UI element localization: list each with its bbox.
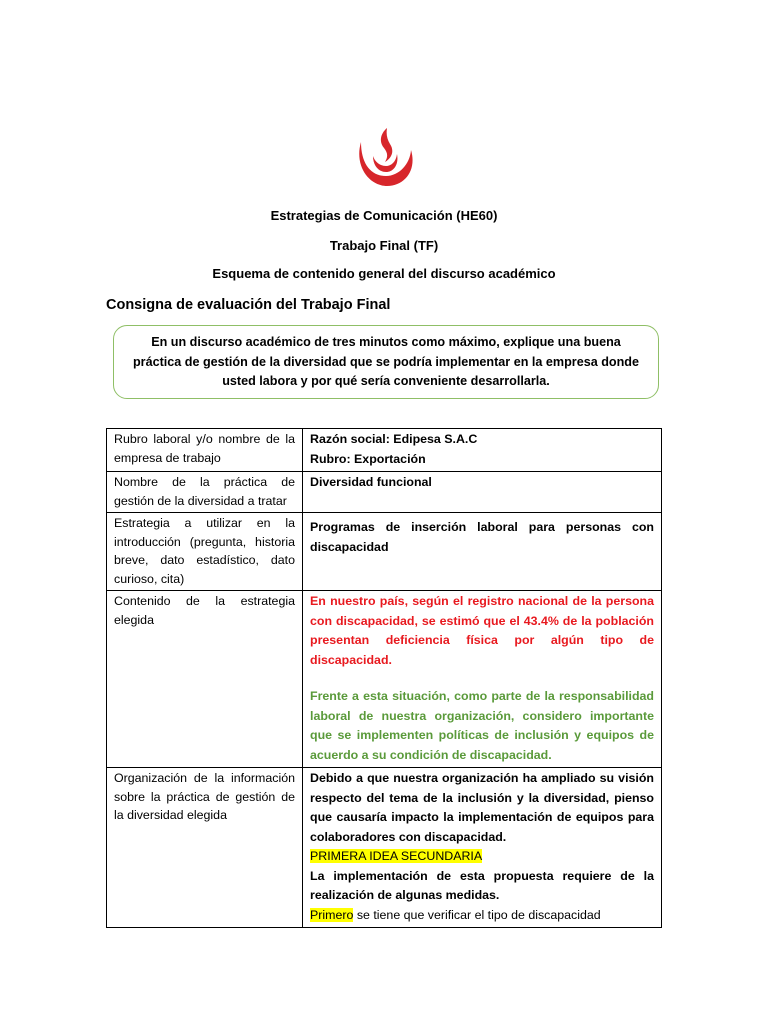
document-subtitle: Esquema de contenido general del discurso académico [212, 266, 556, 281]
table-row [107, 768, 662, 928]
row-label: Nombre de la práctica de gestión de la diversidad a tratar [107, 472, 303, 513]
row-label: Organización de la información sobre la práctica de gestión de la diversidad elegida [107, 768, 303, 928]
company-sector: Rubro: Exportación [310, 451, 426, 466]
secondary-idea-marker: PRIMERA IDEA SECUNDARIA [310, 849, 483, 863]
company-name: Razón social: Edipesa S.A.C [310, 432, 478, 446]
row-value [303, 591, 662, 768]
row-value: Programas de inserción laboral para personas con discapacidad [303, 513, 662, 591]
assignment-prompt-box [113, 325, 659, 399]
section-heading: Consigna de evaluación del Trabajo Final [106, 297, 391, 313]
row-value [303, 768, 662, 928]
table-row [107, 591, 662, 768]
statistic-paragraph: En nuestro país, según el registro nacional de la persona con discapacidad, se estimó que el 43.4% de la población presentan deficiencia física por algún tipo de discapacidad. [310, 594, 654, 667]
main-idea-paragraph: Debido a que nuestra organización ha ampliado su visión respecto del tema de la inclusión y la diversidad, pienso que causaría impacto la implementación de equipos para colaboradores con discapacidad. [310, 771, 654, 844]
assignment-prompt-text: En un discurso académico de tres minutos como máximo, explique una buena práctica de gestión de la diversidad que se podría implementar en la empresa donde usted labora y por qué sería conveniente desarrollarla. [132, 335, 639, 388]
row-value: Diversidad funcional [303, 472, 662, 513]
university-logo [353, 126, 417, 188]
secondary-idea-paragraph: La implementación de esta propuesta requiere de la realización de algunas medidas. [310, 868, 654, 902]
first-step-text: se tiene que verificar el tipo de discapacidad [353, 907, 601, 922]
table-row [107, 472, 662, 513]
row-label: Estrategia a utilizar en la introducción (pregunta, historia breve, dato estadístico, dato curioso, cita) [107, 513, 303, 591]
table-row [107, 513, 662, 591]
row-label: Contenido de la estrategia elegida [107, 591, 303, 768]
assignment-title: Trabajo Final (TF) [329, 238, 439, 253]
row-label: Rubro laboral y/o nombre de la empresa de trabajo [107, 429, 303, 472]
row-value [303, 429, 662, 472]
first-step-marker: Primero [310, 907, 354, 922]
course-title: Estrategias de Comunicación (HE60) [270, 208, 498, 223]
content-table [106, 428, 662, 928]
proposal-paragraph: Frente a esta situación, como parte de la responsabilidad laboral de nuestra organización, considero importante que se implementen políticas de inclusión y equipos de acuerdo a su condición de discapacidad. [310, 689, 654, 762]
table-row [107, 429, 662, 472]
